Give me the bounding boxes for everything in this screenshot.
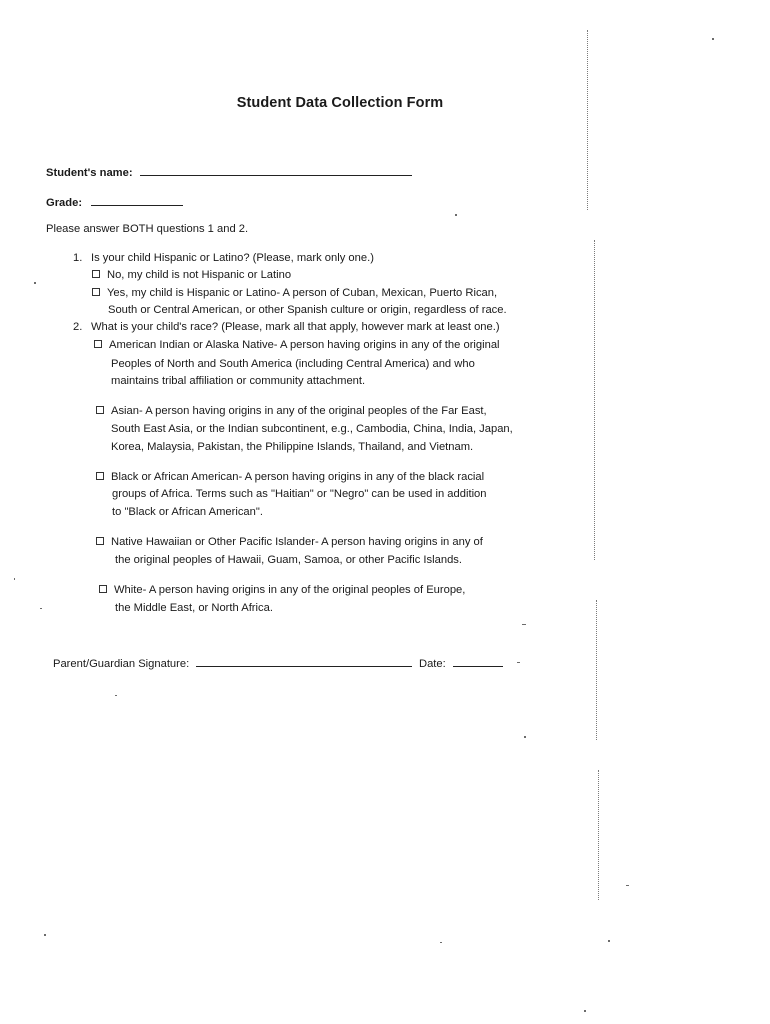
scan-speck: [115, 695, 117, 696]
scan-edge-line: [598, 770, 599, 900]
question-2: [73, 320, 500, 334]
option-text-continued: Peoples of North and South America (including Central America) and who: [111, 358, 475, 370]
option-text: American Indian or Alaska Native- A person having origins in any of the original: [109, 339, 500, 351]
option-text: No, my child is not Hispanic or Latino: [107, 269, 292, 281]
option-text: Yes, my child is Hispanic or Latino- A person of Cuban, Mexican, Puerto Rican,: [107, 287, 498, 299]
q2-option-pacific-islander: [96, 535, 483, 549]
q2-option-american-indian: [94, 338, 500, 352]
scan-speck: [584, 1010, 586, 1012]
q2-option-asian: [96, 404, 487, 418]
scan-speck: [522, 624, 526, 625]
option-text-continued: to "Black or African American".: [112, 506, 263, 518]
signature-field[interactable]: [196, 656, 412, 667]
scan-speck: [455, 214, 457, 216]
checkbox-black[interactable]: [96, 472, 104, 480]
checkbox-pacific-islander[interactable]: [96, 537, 104, 545]
student-name-field[interactable]: [140, 165, 412, 176]
q1-option-not-hispanic: [92, 268, 291, 282]
q1-option-hispanic: [92, 286, 497, 300]
checkbox-american-indian[interactable]: [94, 340, 102, 348]
option-text-continued: the original peoples of Hawaii, Guam, Samoa, or other Pacific Islands.: [115, 554, 462, 566]
option-text: Asian- A person having origins in any of the original peoples of the Far East,: [111, 405, 487, 417]
q2-option-black: [96, 470, 484, 484]
scan-speck: [440, 942, 442, 943]
checkbox-hispanic[interactable]: [92, 288, 100, 296]
scan-speck: [34, 282, 36, 284]
grade-field[interactable]: [91, 195, 183, 206]
scan-speck: [608, 940, 610, 942]
scan-edge-line: [596, 600, 597, 740]
student-name-row: [46, 165, 412, 180]
student-name-label: Student's name:: [46, 167, 133, 179]
option-text: White- A person having origins in any of the original peoples of Europe,: [114, 584, 466, 596]
option-text-continued: Korea, Malaysia, Pakistan, the Philippine Islands, Thailand, and Vietnam.: [111, 441, 474, 453]
scan-edge-line: [594, 240, 595, 560]
q2-option-white: [99, 583, 465, 597]
scan-speck: [44, 934, 46, 936]
scan-speck: [14, 578, 15, 580]
option-text-continued: groups of Africa. Terms such as "Haitian" or "Negro" can be used in addition: [112, 488, 487, 500]
date-field[interactable]: [453, 656, 503, 667]
scan-speck: [517, 662, 520, 663]
option-text-continued: the Middle East, or North Africa.: [115, 602, 273, 614]
scan-edge-line: [587, 30, 588, 210]
checkbox-asian[interactable]: [96, 406, 104, 414]
question-1-text: Is your child Hispanic or Latino? (Please, mark only one.): [91, 252, 374, 264]
signature-row: [53, 656, 412, 671]
scan-speck: [40, 608, 42, 609]
question-1: [73, 251, 374, 265]
date-row: [419, 656, 503, 671]
option-text: Native Hawaiian or Other Pacific Islander- A person having origins in any of: [111, 536, 483, 548]
question-2-text: What is your child's race? (Please, mark all that apply, however mark at least one.): [91, 321, 500, 333]
question-1-number: 1.: [73, 252, 83, 264]
option-text-continued: South East Asia, or the Indian subcontinent, e.g., Cambodia, China, India, Japan,: [111, 423, 513, 435]
signature-label: Parent/Guardian Signature:: [53, 658, 190, 670]
date-label: Date:: [419, 658, 446, 670]
option-text-continued: maintains tribal affiliation or community attachment.: [111, 375, 366, 387]
checkbox-white[interactable]: [99, 585, 107, 593]
scan-speck: [712, 38, 714, 40]
grade-label: Grade:: [46, 197, 83, 209]
question-2-number: 2.: [73, 321, 83, 333]
form-title: Student Data Collection Form: [236, 95, 444, 111]
instructions: Please answer BOTH questions 1 and 2.: [46, 223, 249, 235]
option-text-continued: South or Central American, or other Spanish culture or origin, regardless of race.: [108, 304, 507, 316]
checkbox-not-hispanic[interactable]: [92, 270, 100, 278]
scan-speck: [524, 736, 526, 738]
option-text: Black or African American- A person having origins in any of the black racial: [111, 471, 485, 483]
grade-row: [46, 195, 183, 210]
scan-speck: [626, 885, 629, 886]
